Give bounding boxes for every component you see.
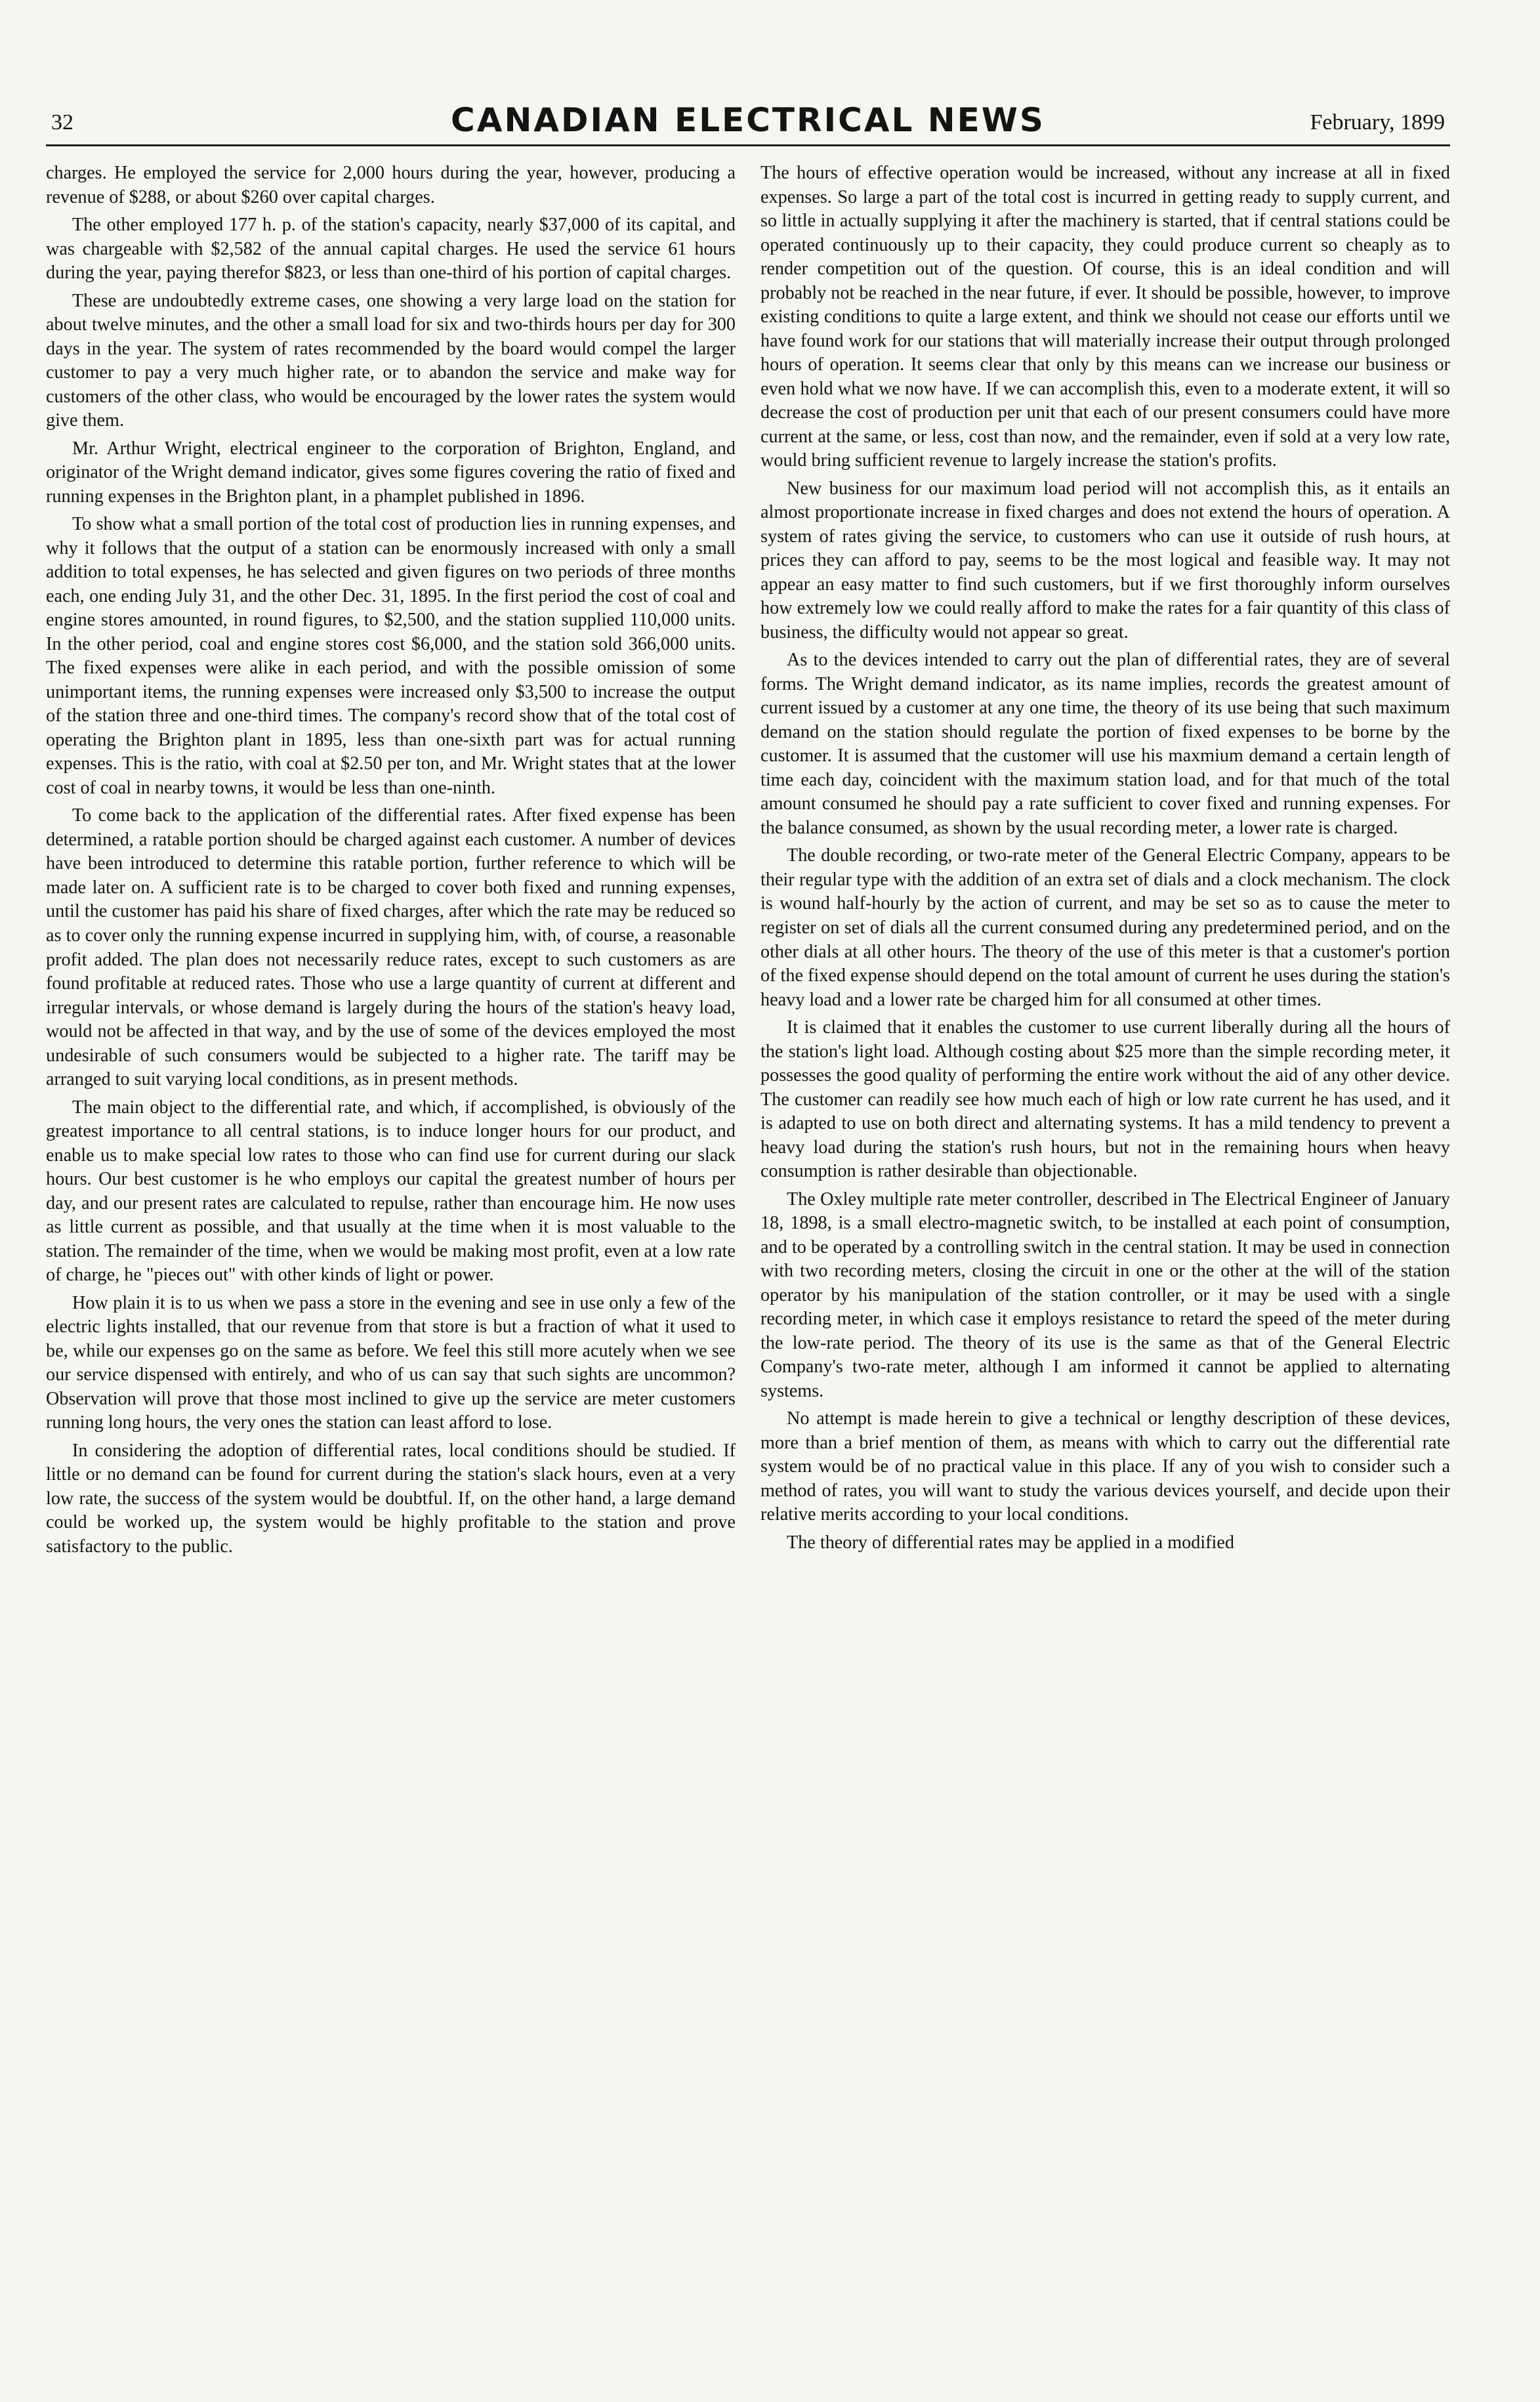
paragraph: The Oxley multiple rate meter controller, described in The Electrical Engineer of January 18, 1898, is a small electro-magnetic switch, to be installed at each point of consumption, and to be operated by a controlling switch in the central station. It may be used in connection with two recording meters, closing the circuit in one or the other at the will of the station operator by his manipulation of the station controller, or it may be used with a single recording meter, in which case it employs resistance to retard the speed of the meter during the low-rate period. The theory of its use is the same as that of the General Electric Company's two-rate meter, although I am informed it cannot be applied to alternating systems. — [760, 1189, 1450, 1401]
paragraph: The double recording, or two-rate meter of the General Electric Company, appears to be their regular type with the addition of an extra set of dials and a clock mechanism. The clock is wound half-hourly by the action of current, and may be set so as to cause the meter to register on set of dials all the current consumed during any predetermined period, and on the other dials at all other hours. The theory of the use of this meter is that a customer's portion of the fixed expense should depend on the total amount of current he uses during the station's heavy load and a lower rate be charged him for all consumed at other times. — [760, 845, 1450, 1010]
paragraph: As to the devices intended to carry out the plan of differential rates, they are of several forms. The Wright demand indicator, as its name implies, records the greatest amount of current issued by a customer at any one time, the theory of its use being that such maximum demand on the station should regulate the portion of fixed expenses to be borne by the customer. It is assumed that the customer will use his maxmium demand a certain length of time each day, coincident with the maximum station load, and for that much of the total amount consumed he should pay a rate sufficient to cover fixed and running expenses. For the balance consumed, as shown by the usual recording meter, a lower rate is charged. — [760, 650, 1450, 838]
issue-date: February, 1899 — [1310, 110, 1445, 135]
paragraph: The theory of differential rates may be applied in a modified — [787, 1532, 1234, 1553]
paragraph: To show what a small portion of the total cost of production lies in running expenses, and why it follows that the output of a station can be enormously increased with only a small addition to total expenses, he has selected and given figures on two periods of three months each, one ending July 31, and the other Dec. 31, 1895. In the first period the cost of coal and engine stores amounted, in round figures, to $2,500, and the station supplied 110,000 units. In the other period, coal and engine stores cost $6,000, and the station sold 366,000 units. The fixed expenses were alike in each period, and with the possible omission of some unimportant items, the running expenses were increased only $3,500 to increase the output of the station three and one-third times. The company's record show that of the total cost of operating the Brighton plant in 1895, less than one-sixth part was for actual running expenses. This is the ratio, with coal at $2.50 per ton, and Mr. Wright states that at the lower cost of coal in nearby towns, it would be less than one-ninth. — [46, 514, 736, 798]
masthead-title: CANADIAN ELECTRICAL NEWS — [451, 101, 1045, 139]
paragraph: The hours of effective operation would be increased, without any increase at all in fixed expenses. So large a part of the total cost is incurred in getting ready to supply current, and so little in actually supplying it after the machinery is started, that if central stations could be operated continuously up to their capacity, they could produce current so cheaply as to render competition out of the question. Of course, this is an ideal condition and will probably not be reached in the near future, if ever. It should be possible, however, to improve existing conditions to quite a large extent, and think we should not cease our efforts until we have found work for our stations that will materially increase their output through prolonged hours of operation. It seems clear that only by this means can we increase our business or even hold what we now have. If we can accomplish this, even to a moderate extent, it will so decrease the cost of production per unit that each of our present consumers could have more current at the same, or less, cost than now, and the remainder, even if sold at a very low rate, would bring sufficient revenue to largely increase the station's profits. — [760, 163, 1450, 471]
page-header — [46, 98, 1450, 146]
newspaper-page — [46, 98, 1450, 2349]
paragraph: To come back to the application of the differential rates. After fixed expense has been determined, a ratable portion should be charged against each customer. A number of devices have been introduced to determine this ratable portion, further reference to which will be made later on. A sufficient rate is to be charged to cover both fixed and running expenses, until the customer has paid his share of fixed charges, after which the rate may be reduced so as to cover only the running expense incurred in supplying him, with, of course, a reasonable profit added. The plan does not necessarily reduce rates, except to such customers as are found profitable at reduced rates. Those who use a large quantity of current at different and irregular intervals, or whose demand is largely during the hours of the station's heavy load, would not be affected in that way, and by the use of some of the devices employed the most undesirable of such consumers would be subjected to a higher rate. The tariff may be arranged to suit varying local conditions, as in present methods. — [46, 805, 736, 1090]
paragraph: New business for our maximum load period will not accomplish this, as it entails an almost proportionate increase in fixed charges and does not extend the hours of operation. A system of rates giving the service, to customers who can use it outside of rush hours, at prices they can afford to pay, seems to be the most logical and feasible way. It may not appear an easy matter to find such customers, but if we first thoroughly inform ourselves how extremely low we could really afford to make the rates for a fair quantity of this class of business, the difficulty would not appear so great. — [760, 478, 1450, 643]
paragraph: It is claimed that it enables the customer to use current liberally during all the hours of the station's light load. Although costing about $25 more than the simple recording meter, it possesses the good quality of performing the entire work without the aid of any other device. The customer can readily see how much each of high or low rate current he has used, and it is adapted to use on both direct and alternating systems. It has a mild tendency to prevent a heavy load during the station's rush hours, but not in the remaining hours when heavy consumption is rather desirable than objectionable. — [760, 1017, 1450, 1182]
left-column — [46, 161, 736, 2349]
paragraph: In considering the adoption of differential rates, local conditions should be studied. If little or no demand can be found for current during the station's slack hours, even at a very low rate, the success of the system would be doubtful. If, on the other hand, a large demand could be worked up, the system would be highly profitable to the station and prove satisfactory to the public. — [46, 1440, 736, 1557]
right-column — [760, 161, 1450, 2349]
paragraph: The main object to the differential rate, and which, if accomplished, is obviously of the greatest importance to all central stations, is to induce longer hours for our product, and enable us to make special low rates to those who can find use for current during our slack hours. Our best customer is he who employs our capital the greatest number of hours per day, and our present rates are calculated to repulse, rather than encourage him. He now uses as little current as possible, and that usually at the time when it is most valuable to the station. The remainder of the time, when we would be making most profit, even at a low rate of charge, he "pieces out" with other kinds of light or power. — [46, 1097, 736, 1286]
paragraph: Mr. Arthur Wright, electrical engineer to the corporation of Brighton, England, and originator of the Wright demand indicator, gives some figures covering the ratio of fixed and running expenses in the Brighton plant, in a phamplet published in 1896. — [46, 438, 736, 507]
article-columns — [46, 161, 1450, 2349]
page-number: 32 — [51, 110, 73, 135]
paragraph: The other employed 177 h. p. of the station's capacity, nearly $37,000 of its capital, and was chargeable with $2,582 of the annual capital charges. He used the service 61 hours during the year, paying therefor $823, or less than one-third of his portion of capital charges. — [46, 215, 736, 284]
paragraph: charges. He employed the service for 2,000 hours during the year, however, producing a revenue of $288, or about $260 over capital charges. — [46, 163, 736, 207]
paragraph: How plain it is to us when we pass a store in the evening and see in use only a few of the electric lights installed, that our revenue from that store is but a fraction of what it used to be, while our expenses go on the same as before. We feel this still more acutely when we see our service dispensed with entirely, and who of us can say that such sights are uncommon? Observation will prove that those most inclined to give up the service are meter customers running long hours, the very ones the station can least afford to lose. — [46, 1292, 736, 1433]
paragraph: These are undoubtedly extreme cases, one showing a very large load on the station for about twelve minutes, and the other a small load for six and two-thirds hours per day for 300 days in the year. The system of rates recommended by the board would compel the larger customer to pay a very much higher rate, or to abandon the service and make way for customers of the other class, who would be encouraged by the lower rates the system would give them. — [46, 290, 736, 431]
paragraph: No attempt is made herein to give a technical or lengthy description of these devices, more than a brief mention of them, as means with which to carry out the differential rate system would be of no practical value in this place. If any of you wish to consider such a method of rates, you will want to study the various devices yourself, and decide upon their relative merits according to your local conditions. — [760, 1408, 1450, 1525]
